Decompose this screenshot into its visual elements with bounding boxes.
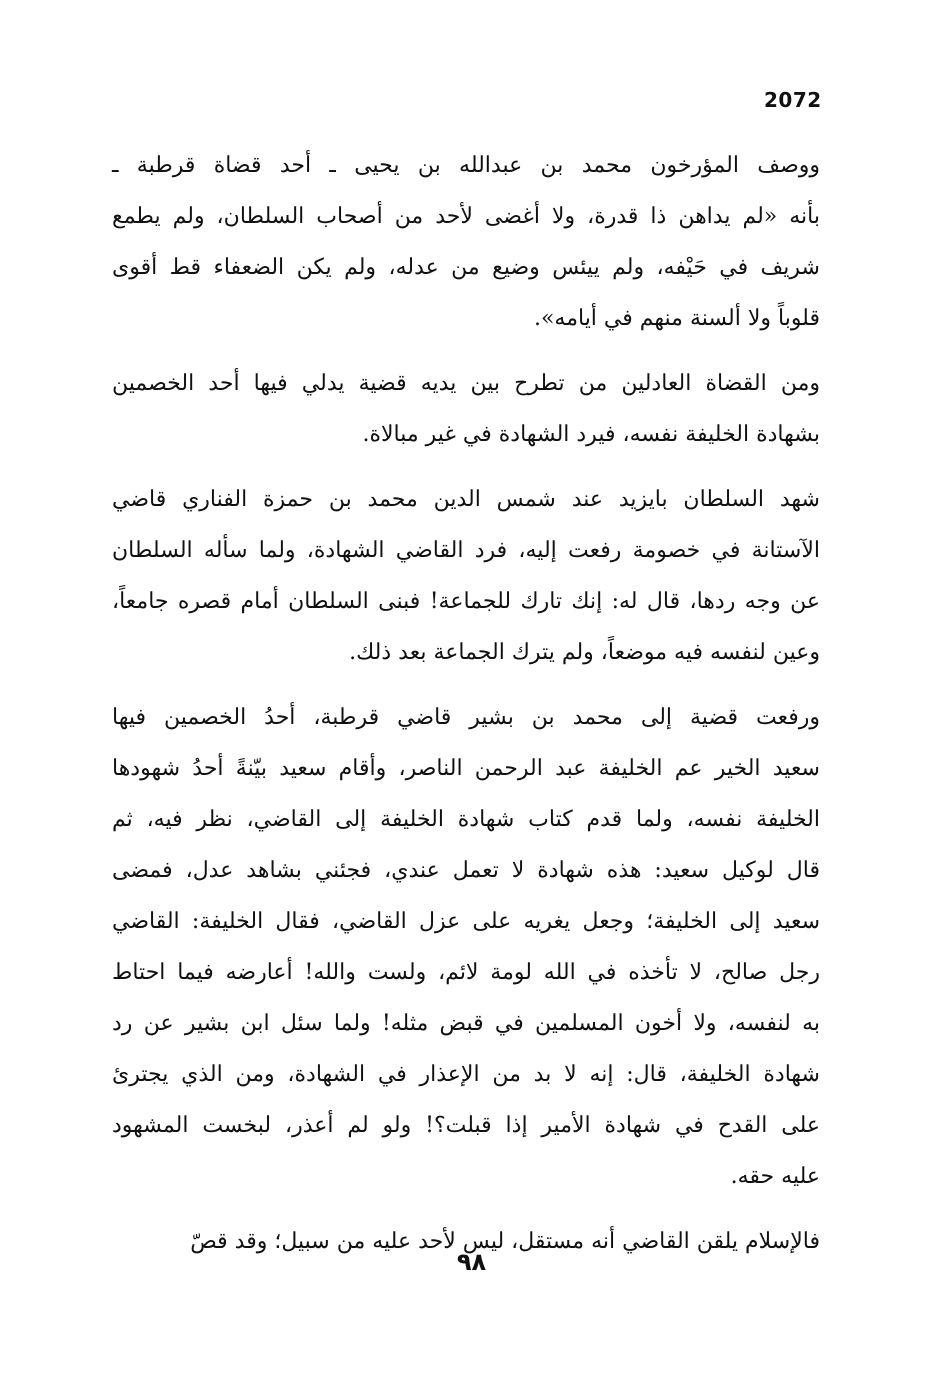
text-line: ومن القضاة العادلين من تطرح بين يديه قضية يدلي فيها أحد الخصمين <box>112 371 820 396</box>
text-line: رجل صالح، لا تأخذه في الله لومة لائم، ولست والله! أعارضه فيما احتاط <box>112 960 820 985</box>
text-line: عن وجه ردها، قال له: إنك تارك للجماعة! فبنى السلطان أمام قصره جامعاً، <box>112 589 820 614</box>
text-line: بشهادة الخليفة نفسه، فيرد الشهادة في غير مبالاة. <box>362 422 820 447</box>
text-line: شهد السلطان بايزيد عند شمس الدين محمد بن حمزة الفناري قاضي <box>112 487 820 512</box>
text-line: وعين لنفسه فيه موضعاً، ولم يترك الجماعة بعد ذلك. <box>349 640 820 665</box>
text-line: ووصف المؤرخون محمد بن عبدالله بن يحيى ـ أحد قضاة قرطبة ـ <box>112 153 821 178</box>
text-line: سعيد إلى الخليفة؛ وجعل يغريه على عزل القاضي، فقال الخليفة: القاضي <box>112 909 820 934</box>
text-line: قلوباً ولا ألسنة منهم في أيامه». <box>533 306 820 331</box>
text-line: عليه حقه. <box>730 1164 820 1189</box>
text-line: على القدح في شهادة الأمير إذا قبلت؟! ولو لم أعذر، لبخست المشهود <box>112 1113 820 1138</box>
text-line: به لنفسه، ولا أخون المسلمين في قبض مثله! ولما سئل ابن بشير عن رد <box>112 1011 820 1036</box>
paragraph-3 <box>112 474 820 678</box>
text-body <box>112 140 820 1281</box>
text-line: بأنه «لم يداهن ذا قدرة، ولا أغضى لأحد من أصحاب السلطان، ولم يطمع <box>112 204 820 229</box>
text-line: الآستانة في خصومة رفعت إليه، فرد القاضي الشهادة، ولما سأله السلطان <box>112 538 820 563</box>
text-line: قال لوكيل سعيد: هذه شهادة لا تعمل عندي، فجئني بشاهد عدل، فمضى <box>112 858 820 883</box>
paragraph-1 <box>112 140 820 344</box>
text-line: سعيد الخير عم الخليفة عبد الرحمن الناصر، وأقام سعيد بيّنةً أحدُ شهودها <box>112 756 820 781</box>
text-line: الخليفة نفسه، ولما قدم كتاب شهادة الخليفة إلى القاضي، نظر فيه، ثم <box>112 807 820 832</box>
text-line: شهادة الخليفة، قال: إنه لا بد من الإعذار في الشهادة، ومن الذي يجترئ <box>112 1062 820 1087</box>
text-line: ورفعت قضية إلى محمد بن بشير قاضي قرطبة، أحدُ الخصمين فيها <box>112 705 820 730</box>
text-line: شريف في حَيْفه، ولم ييئس وضيع من عدله، ولم يكن الضعفاء قط أقوى <box>112 255 820 280</box>
paragraph-4 <box>112 692 820 1202</box>
paragraph-2 <box>112 358 820 460</box>
page-number-top: 2072 <box>764 88 822 112</box>
page-number-bottom: ٩٨ <box>456 1248 487 1276</box>
text-line: فالإسلام يلقن القاضي أنه مستقل، ليس لأحد عليه من سبيل؛ وقد قصّ <box>190 1229 820 1254</box>
